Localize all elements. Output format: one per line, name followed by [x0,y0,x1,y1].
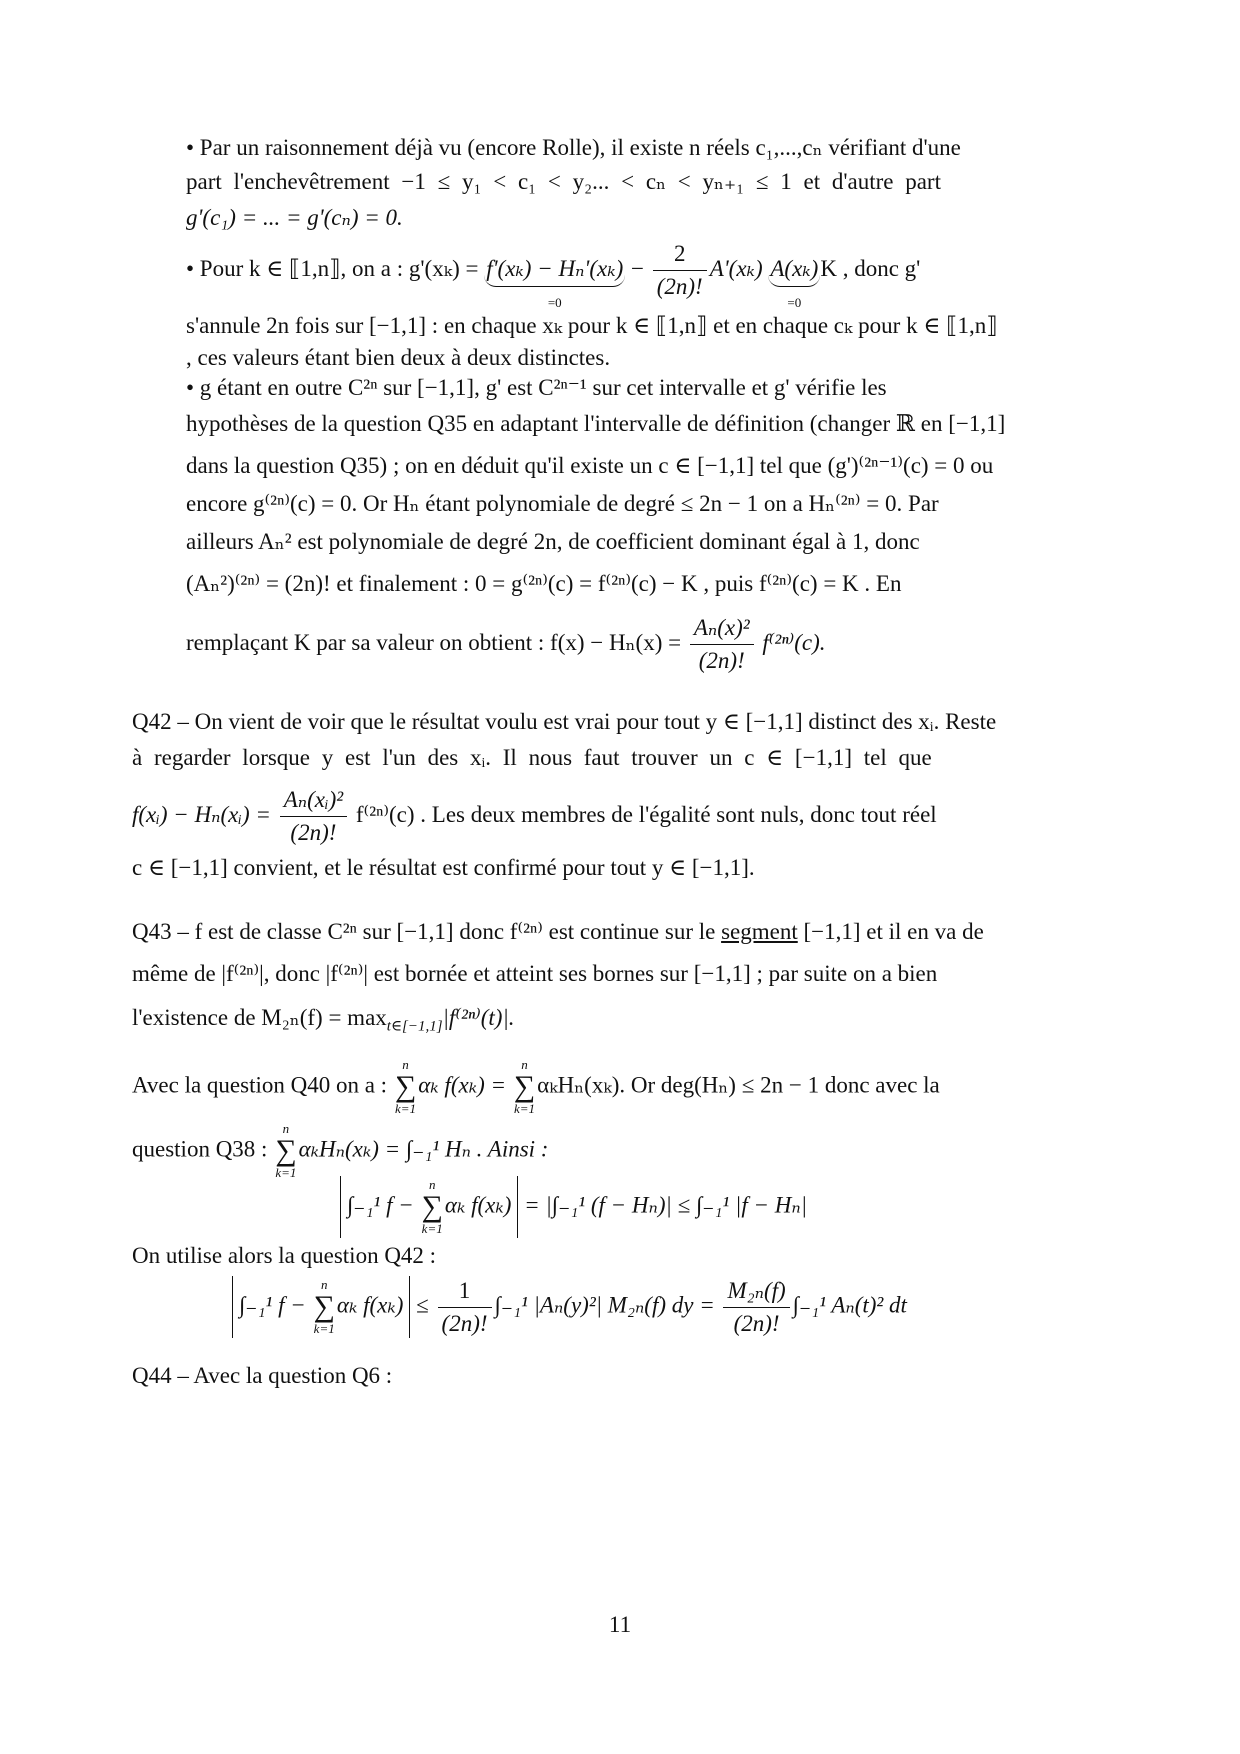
text-line: hypothèses de la question Q35 en adaptant l'intervalle de définition (changer ℝ en [−1,1] [186,411,1006,436]
text-line: • Par un raisonnement déjà vu (encore Rolle), il existe n réels c₁,...,cₙ vérifiant d'une [186,135,961,160]
display-equation: ∫₋₁¹ f − n ∑ k=1 αₖ f(xₖ) ≤ $\frac{1}{(2n)!}$ ∫₋₁¹ |Aₙ(y)²| M₂ₙ(f) dy = $\frac{\text{M₂ₙ(f)}}{(2n)!}$ ∫₋₁¹ Aₙ(t)² dt [232,1276,907,1338]
math-line: g'(c₁) = ... = g'(cₙ) = 0. [186,205,403,230]
math-line: f(xᵢ) − Hₙ(xᵢ) = $\frac{\text{Aₙ(xᵢ)²}}{(2n)!}$ f⁽²ⁿ⁾(c) . Les deux membres de l'égalité sont nuls, donc tout réel [132,787,937,845]
text-line: s'annule 2n fois sur [−1,1] : en chaque xₖ pour k ∈ ⟦1,n⟧ et en chaque cₖ pour k ∈ ⟦1,n⟧ [186,313,998,338]
fraction: $\frac{2}{(2n)!}$ [653,240,707,301]
text-line: Q44 – Avec la question Q6 : [132,1363,393,1388]
fraction: $\frac{\text{Aₙ(xᵢ)²}}{(2n)!}$ [280,786,347,847]
text-line: Q42 – On vient de voir que le résultat voulu est vrai pour tout y ∈ [−1,1] distinct des xᵢ. Reste [132,709,997,734]
text-line: à regarder lorsque y est l'un des xᵢ. Il nous faut trouver un c ∈ [−1,1] tel que [132,745,932,770]
sum-symbol: n ∑ k=1 [394,1057,417,1116]
text-line: dans la question Q35) ; on en déduit qu'il existe un c ∈ [−1,1] tel que (g')⁽²ⁿ⁻¹⁾(c) = 0 ou [186,453,994,478]
display-equation: ∫₋₁¹ f − n ∑ k=1 αₖ f(xₖ) = |∫₋₁¹ (f − Hₙ)| ≤ ∫₋₁¹ |f − Hₙ| [340,1176,807,1238]
math-line: remplaçant K par sa valeur on obtient : f(x) − Hₙ(x) = $\frac{\text{Aₙ(x)²}}{(2n)!}$ f⁽²ⁿ⁾(c). [186,615,826,673]
math-line: question Q38 : n ∑ k=1 αₖHₙ(xₖ) = ∫₋₁¹ Hₙ . Ainsi : [132,1121,549,1180]
sum-symbol: n ∑ k=1 [421,1177,443,1236]
text-line: part l'enchevêtrement −1 ≤ y₁ < c₁ < y₂... < cₙ < yₙ₊₁ ≤ 1 et d'autre part [186,169,941,194]
text-line: (Aₙ²)⁽²ⁿ⁾ = (2n)! et finalement : 0 = g⁽²ⁿ⁾(c) = f⁽²ⁿ⁾(c) − K , puis f⁽²ⁿ⁾(c) = K . En [186,571,902,596]
text-line: ailleurs Aₙ² est polynomiale de degré 2n, de coefficient dominant égal à 1, donc [186,529,920,554]
math-line: Avec la question Q40 on a : n ∑ k=1 αₖ f(xₖ) = n ∑ k=1 αₖHₙ(xₖ). Or deg(Hₙ) ≤ 2n − 1 donc avec la [132,1057,940,1116]
math-line: l'existence de $M_{2n}(f) = \max_{t\in[-1,1]}|f^{(2n)}(t)|$. [132,1005,515,1035]
text-line: même de |f⁽²ⁿ⁾|, donc |f⁽²ⁿ⁾| est bornée et atteint ses bornes sur [−1,1] ; par suite on a bien [132,961,938,986]
text-line: Q43 – f est de classe C²ⁿ sur [−1,1] donc f⁽²ⁿ⁾ est continue sur le segment [−1,1] et il en va de [132,919,984,944]
fraction: $\frac{\text{M₂ₙ(f)}}{(2n)!}$ [723,1277,789,1338]
text-line: encore g⁽²ⁿ⁾(c) = 0. Or Hₙ étant polynomiale de degré ≤ 2n − 1 on a Hₙ⁽²ⁿ⁾ = 0. Par [186,491,939,516]
sum-symbol: n ∑ k=1 [513,1057,536,1116]
absolute-value: ∫₋₁¹ f − n ∑ k=1 αₖ f(xₖ) [232,1276,410,1338]
sum-symbol: n ∑ k=1 [275,1121,297,1180]
absolute-value: ∫₋₁¹ f − n ∑ k=1 αₖ f(xₖ) [340,1176,518,1238]
text-line: On utilise alors la question Q42 : [132,1243,437,1268]
page-number: 11 [608,1612,632,1637]
text-line: , ces valeurs étant bien deux à deux distinctes. [186,345,611,370]
text-line: • g étant en outre C²ⁿ sur [−1,1], g' est C²ⁿ⁻¹ sur cet intervalle et g' vérifie les [186,375,887,400]
fraction: $\frac{1}{(2n)!}$ [438,1277,492,1338]
fraction: $\frac{\text{Aₙ(x)²}}{(2n)!}$ [690,614,754,675]
math-line: • Pour k ∈ ⟦1,n⟧, on a : g'(xₖ) = f'(xₖ) − Hₙ'(xₖ) =0 − $\frac{2}{(2n)!}$ A'(xₖ) A(xₖ) =0 K , donc g' [186,241,921,310]
underbrace: f'(xₖ) − Hₙ'(xₖ) =0 [486,255,624,310]
underbrace: A(xₖ) =0 [770,255,819,310]
text-line: c ∈ [−1,1] convient, et le résultat est confirmé pour tout y ∈ [−1,1]. [132,855,755,880]
sum-symbol: n ∑ k=1 [313,1277,335,1336]
